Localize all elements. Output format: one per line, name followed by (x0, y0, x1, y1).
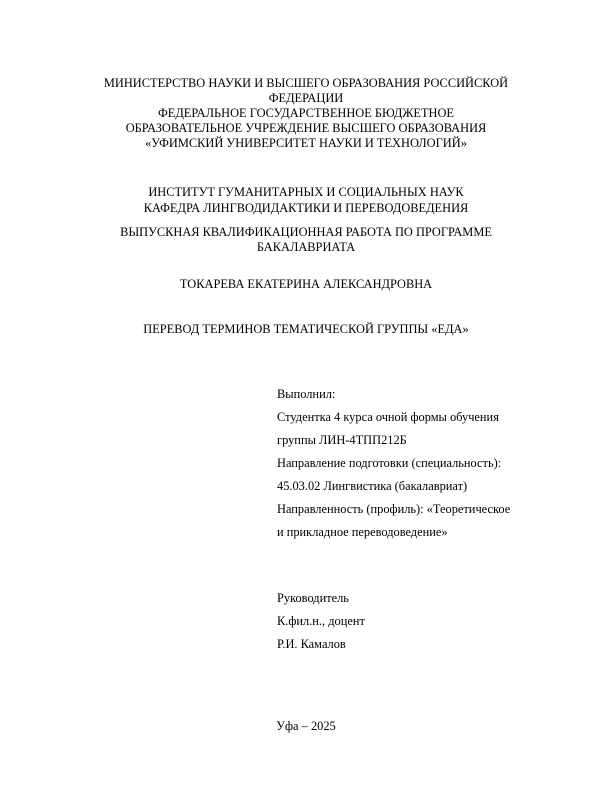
supervisor-info (277, 587, 577, 656)
city-year: Уфа – 2025 (276, 719, 336, 733)
ministry-line: «УФИМСКИЙ УНИВЕРСИТЕТ НАУКИ И ТЕХНОЛОГИЙ» (145, 136, 467, 150)
ministry-line: ОБРАЗОВАТЕЛЬНОЕ УЧРЕЖДЕНИЕ ВЫСШЕГО ОБРАЗОВАНИЯ (125, 121, 487, 135)
institute-name: ИНСТИТУТ ГУМАНИТАРНЫХ И СОЦИАЛЬНЫХ НАУК (148, 185, 464, 199)
institute-header (80, 184, 532, 216)
ministry-line: ФЕДЕРАЛЬНОЕ ГОСУДАРСТВЕННОЕ БЮДЖЕТНОЕ (158, 106, 454, 120)
department-name: КАФЕДРА ЛИНГВОДИДАКТИКИ И ПЕРЕВОДОВЕДЕНИЯ (143, 201, 469, 215)
ministry-header (80, 76, 532, 151)
performer-line: Направление подготовки (специальность): (277, 456, 502, 470)
supervisor-name: Р.И. Камалов (277, 637, 346, 651)
ministry-line: МИНИСТЕРСТВО НАУКИ И ВЫСШЕГО ОБРАЗОВАНИЯ РОССИЙСКОЙ (103, 76, 509, 90)
performer-line: группы ЛИН-4ТПП212Б (277, 433, 407, 447)
work-type-line: ВЫПУСКНАЯ КВАЛИФИКАЦИОННАЯ РАБОТА ПО ПРОГРАММЕ (120, 225, 492, 239)
performer-line: и прикладное переводоведение» (277, 525, 448, 539)
ministry-line: ФЕДЕРАЦИИ (268, 91, 344, 105)
thesis-topic (80, 322, 532, 337)
performer-line: Направленность (профиль): «Теоретическое (277, 502, 511, 516)
supervisor-label: Руководитель (277, 591, 349, 605)
author-name (80, 277, 532, 292)
performer-info (277, 383, 577, 544)
performer-label: Выполнил: (277, 387, 336, 401)
performer-line: 45.03.02 Лингвистика (бакалавриат) (277, 479, 468, 493)
thesis-topic-text: ПЕРЕВОД ТЕРМИНОВ ТЕМАТИЧЕСКОЙ ГРУППЫ «ЕДА» (143, 322, 469, 336)
work-type (80, 225, 532, 255)
author-name-text: ТОКАРЕВА ЕКАТЕРИНА АЛЕКСАНДРОВНА (179, 277, 433, 291)
supervisor-degree: К.фил.н., доцент (277, 614, 365, 628)
work-type-line: БАКАЛАВРИАТА (256, 240, 356, 254)
performer-line: Студентка 4 курса очной формы обучения (277, 410, 499, 424)
